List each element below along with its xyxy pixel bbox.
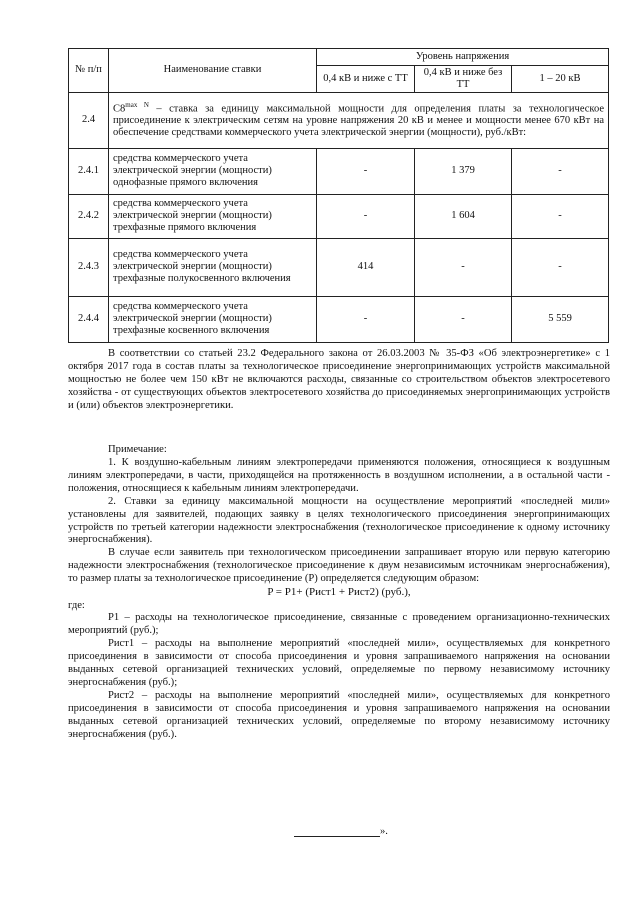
- row-value-v3: -: [512, 194, 609, 238]
- row-value-v2: -: [415, 238, 512, 296]
- note-3: В случае если заявитель при технологическом присоединении запрашивает вторую или первую категорию надежности электроснабжения (технологическое присоединение к двум независимым источникам энергоснабжения), то размер платы за технологическое присоединение (P) определяется следующим образом:: [68, 547, 610, 585]
- law-paragraph-block: [68, 348, 610, 413]
- definition-p1: P1 – расходы на технологическое присоединение, связанные с проведением организационно-технических мероприятий (руб.);: [68, 612, 610, 637]
- header-voltage-level: Уровень напряжения: [317, 49, 609, 66]
- table-row: [69, 194, 609, 238]
- table-row: [69, 238, 609, 296]
- row-name: средства коммерческого учета электрической энергии (мощности) однофазные прямого включения: [109, 148, 317, 194]
- closing-mark: [294, 826, 414, 837]
- table-row: [69, 296, 609, 342]
- row-value-v1: -: [317, 148, 415, 194]
- group-title: [109, 92, 609, 148]
- row-value-v2: 1 604: [415, 194, 512, 238]
- rates-table: [68, 48, 609, 343]
- note-2: 2. Ставки за единицу максимальной мощности на осуществление мероприятий «последней мили» установлены для заявителей, подающих заявку в целях технологического присоединения энергопринимающих устройств по третьей категории надежности электроснабжения (технологическое присоединение к одному источнику энергоснабжения).: [68, 495, 610, 546]
- note-title: Примечание:: [108, 444, 167, 455]
- notes-block: [68, 444, 610, 742]
- row-name: средства коммерческого учета электрической энергии (мощности) трехфазные косвенного включения: [109, 296, 317, 342]
- row-name: средства коммерческого учета электрической энергии (мощности) трехфазные полукосвенного включения: [109, 238, 317, 296]
- row-value-v2: -: [415, 296, 512, 342]
- law-paragraph: В соответствии со статьей 23.2 Федерального закона от 26.03.2003 № 35-ФЗ «Об электроэнергетике» с 1 октября 2017 года в состав платы за технологическое присоединение энергопринимающих устройств максимальной мощностью не более чем 150 кВт не включаются расходы, связанные со строительством объектов электросетевого хозяйства - от существующих объектов электросетевого хозяйства до присоединяемых энергопринимающих устройств и (или) объектов электроэнергетики.: [68, 348, 610, 411]
- row-value-v1: -: [317, 296, 415, 342]
- table-header-row: [69, 49, 609, 66]
- group-symbol-sup: max N: [125, 100, 149, 109]
- row-value-v2: 1 379: [415, 148, 512, 194]
- row-value-v3: -: [512, 238, 609, 296]
- header-voltage-04-without-tt: 0,4 кВ и ниже без ТТ: [415, 66, 512, 93]
- row-number: 2.4.1: [69, 148, 109, 194]
- definition-pist1: Pист1 – расходы на выполнение мероприятий «последней мили», осуществляемых для конкретного присоединения в зависимости от способа присоединения и уровня запрашиваемого напряжения на основании выданных сетевой организацией технических условий, определяемые по первому независимому источнику энергоснабжения (руб.);: [68, 638, 610, 689]
- table-group-row: [69, 92, 609, 148]
- header-rate-name: Наименование ставки: [109, 49, 317, 93]
- formula-where: где:: [68, 599, 85, 611]
- header-voltage-1-20: 1 – 20 кВ: [512, 66, 609, 93]
- closing-quote: ».: [380, 826, 388, 837]
- row-value-v3: 5 559: [512, 296, 609, 342]
- row-number: 2.4.4: [69, 296, 109, 342]
- group-symbol: C8: [113, 103, 126, 115]
- row-value-v3: -: [512, 148, 609, 194]
- row-value-v1: 414: [317, 238, 415, 296]
- closing-line: [294, 836, 380, 837]
- table-row: [69, 148, 609, 194]
- row-number: 2.4.2: [69, 194, 109, 238]
- group-description: – ставка за единицу максимальной мощности для определения платы за технологическое присоединение к электрическим сетям на уровне напряжения 20 кВ и менее и мощности менее 670 кВт на обеспечение средствами коммерческого учета электрической энергии (мощности), руб./кВт:: [113, 103, 605, 138]
- row-number: 2.4.3: [69, 238, 109, 296]
- formula: P = P1+ (Pист1 + Pист2) (руб.),: [267, 586, 411, 599]
- row-value-v1: -: [317, 194, 415, 238]
- group-number: 2.4: [69, 92, 109, 148]
- row-name: средства коммерческого учета электрической энергии (мощности) трехфазные прямого включения: [109, 194, 317, 238]
- note-1: 1. К воздушно-кабельным линиям электропередачи применяются положения, относящиеся к воздушным линиям электропередачи, в части, приходящейся на протяженность в воздушном исполнении, а в остальной части - положения, относящиеся к кабельным линиям электропередачи.: [68, 456, 610, 494]
- header-number: № п/п: [69, 49, 109, 93]
- definition-pist2: Pист2 – расходы на выполнение мероприятий «последней мили», осуществляемых для конкретного присоединения в зависимости от способа присоединения и уровня запрашиваемого напряжения на основании выданных сетевой организацией технических условий, определяемые по второму независимому источнику энергоснабжения (руб.).: [68, 690, 610, 740]
- header-voltage-04-with-tt: 0,4 кВ и ниже с ТТ: [317, 66, 415, 93]
